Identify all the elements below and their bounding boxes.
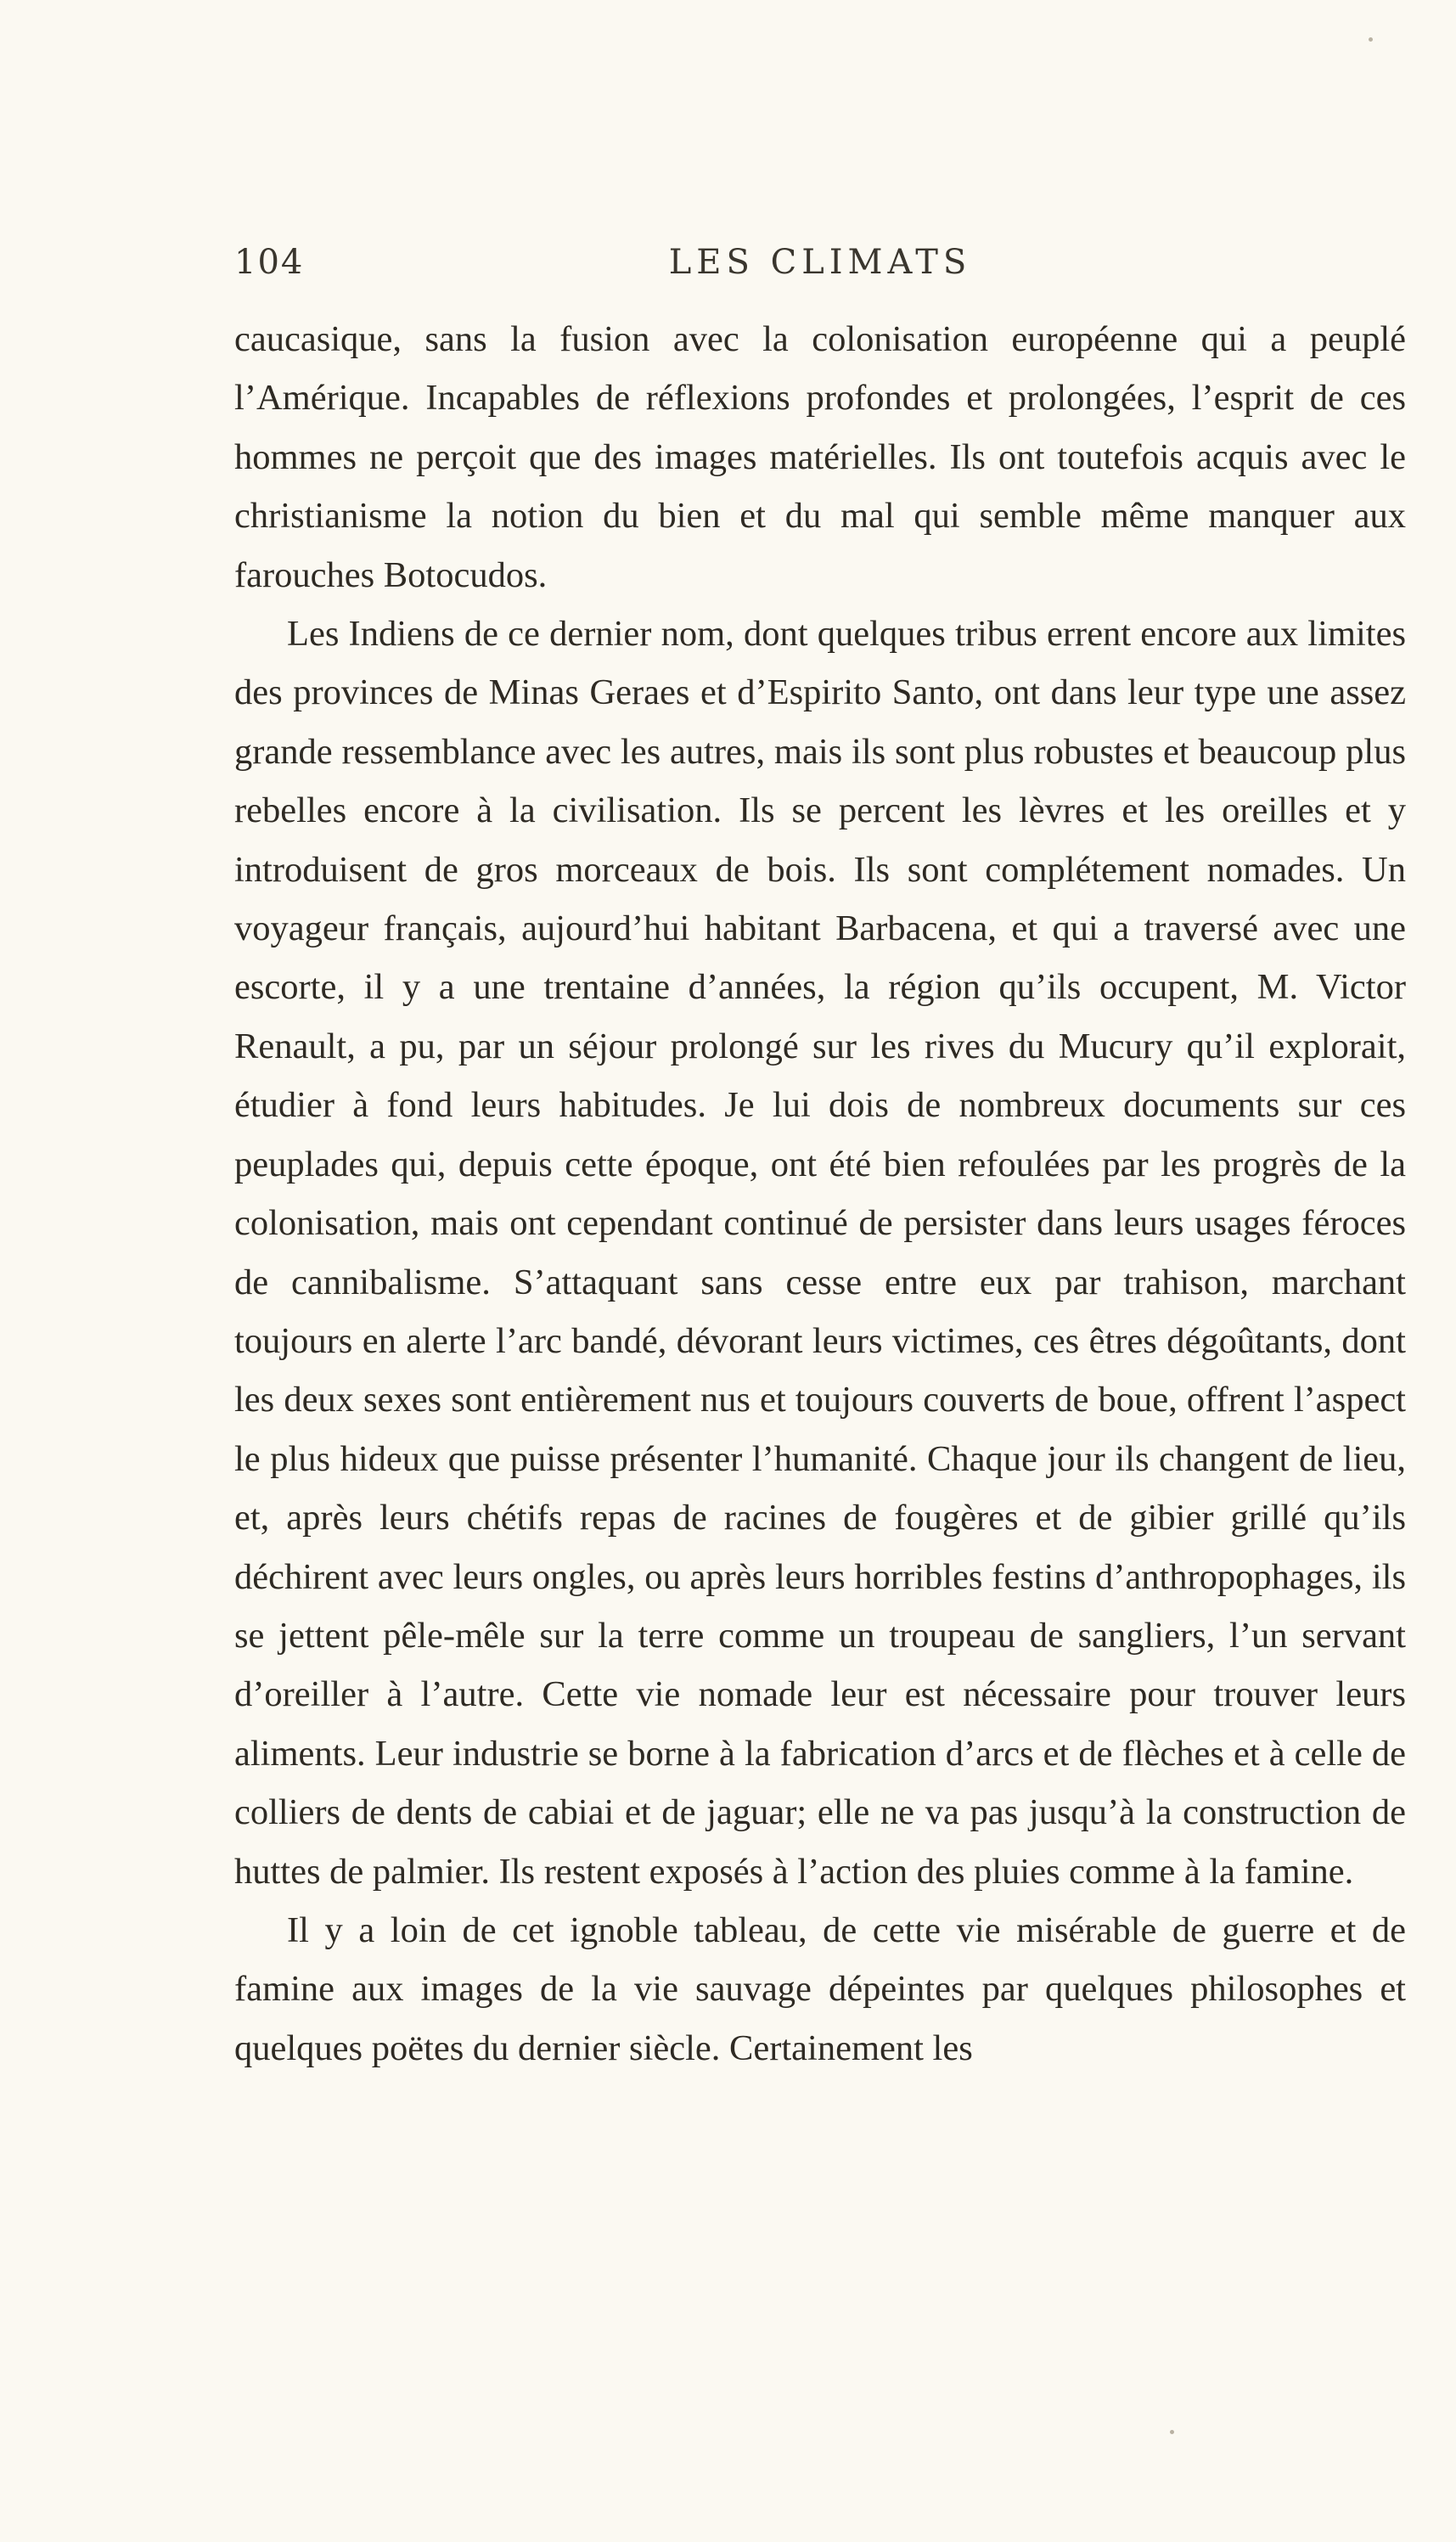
paper-speck-top xyxy=(1369,37,1373,42)
body-text xyxy=(234,310,1406,2078)
paper-speck-bottom xyxy=(1170,2430,1174,2434)
paragraph-3: Il y a loin de cet ignoble tableau, de cette vie misérable de guerre et de famine aux images de la vie sauvage dépeintes par quelques philosophes et quelques poëtes du dernier siècle. Certainement les xyxy=(234,1909,1406,2068)
page-number: 104 xyxy=(234,243,305,282)
paragraph-1: caucasique, sans la fusion avec la colonisation européenne qui a peuplé l’Amérique. Incapables de réflexions profondes et prolongées, l’esprit de ces hommes ne perçoit que des images matérielles. Ils ont toutefois acquis avec le christianisme la notion du bien et du mal qui semble même manquer aux farouches Botocudos. xyxy=(234,319,1406,595)
page-header xyxy=(234,243,1406,294)
paragraph-2: Les Indiens de ce dernier nom, dont quelques tribus errent encore aux limites des provinces de Minas Geraes et d’Espirito Santo, ont dans leur type une assez grande ressemblance avec les autres, mais ils sont plus robustes et beaucoup plus rebelles encore à la civilisation. Ils se percent les lèvres et les oreilles et y introduisent de gros morceaux de bois. Ils sont complétement nomades. Un voyageur français, aujourd’hui habitant Barbacena, et qui a traversé avec une escorte, il y a une trentaine d’années, la région qu’ils occupent, M. Victor Renault, a pu, par un séjour prolongé sur les rives du Mucury qu’il explorait, étudier à fond leurs habitudes. Je lui dois de nombreux documents sur ces peuplades qui, depuis cette époque, ont été bien refoulées par les progrès de la colonisation, mais ont cependant continué de persister dans leurs usages féroces de cannibalisme. S’attaquant sans cesse entre eux par trahison, marchant toujours en alerte l’arc bandé, dévorant leurs victimes, ces êtres dégoûtants, dont les deux sexes sont entièrement nus et toujours couverts de boue, offrent l’aspect le plus hideux que puisse présenter l’humanité. Chaque jour ils changent de lieu, et, après leurs chétifs repas de racines de fougères et de gibier grillé qu’ils déchirent avec leurs ongles, ou après leurs horribles festins d’anthropophages, ils se jettent pêle-mêle sur la terre comme un troupeau de sangliers, l’un servant d’oreiller à l’autre. Cette vie nomade leur est nécessaire pour trouver leurs aliments. Leur industrie se borne à la fabrication d’arcs et de flèches et à celle de colliers de dents de cabiai et de jaguar; elle ne va pas jusqu’à la construction de huttes de palmier. Ils restent exposés à l’action des pluies comme à la famine. xyxy=(234,614,1406,1892)
running-title: LES CLIMATS xyxy=(668,243,972,282)
